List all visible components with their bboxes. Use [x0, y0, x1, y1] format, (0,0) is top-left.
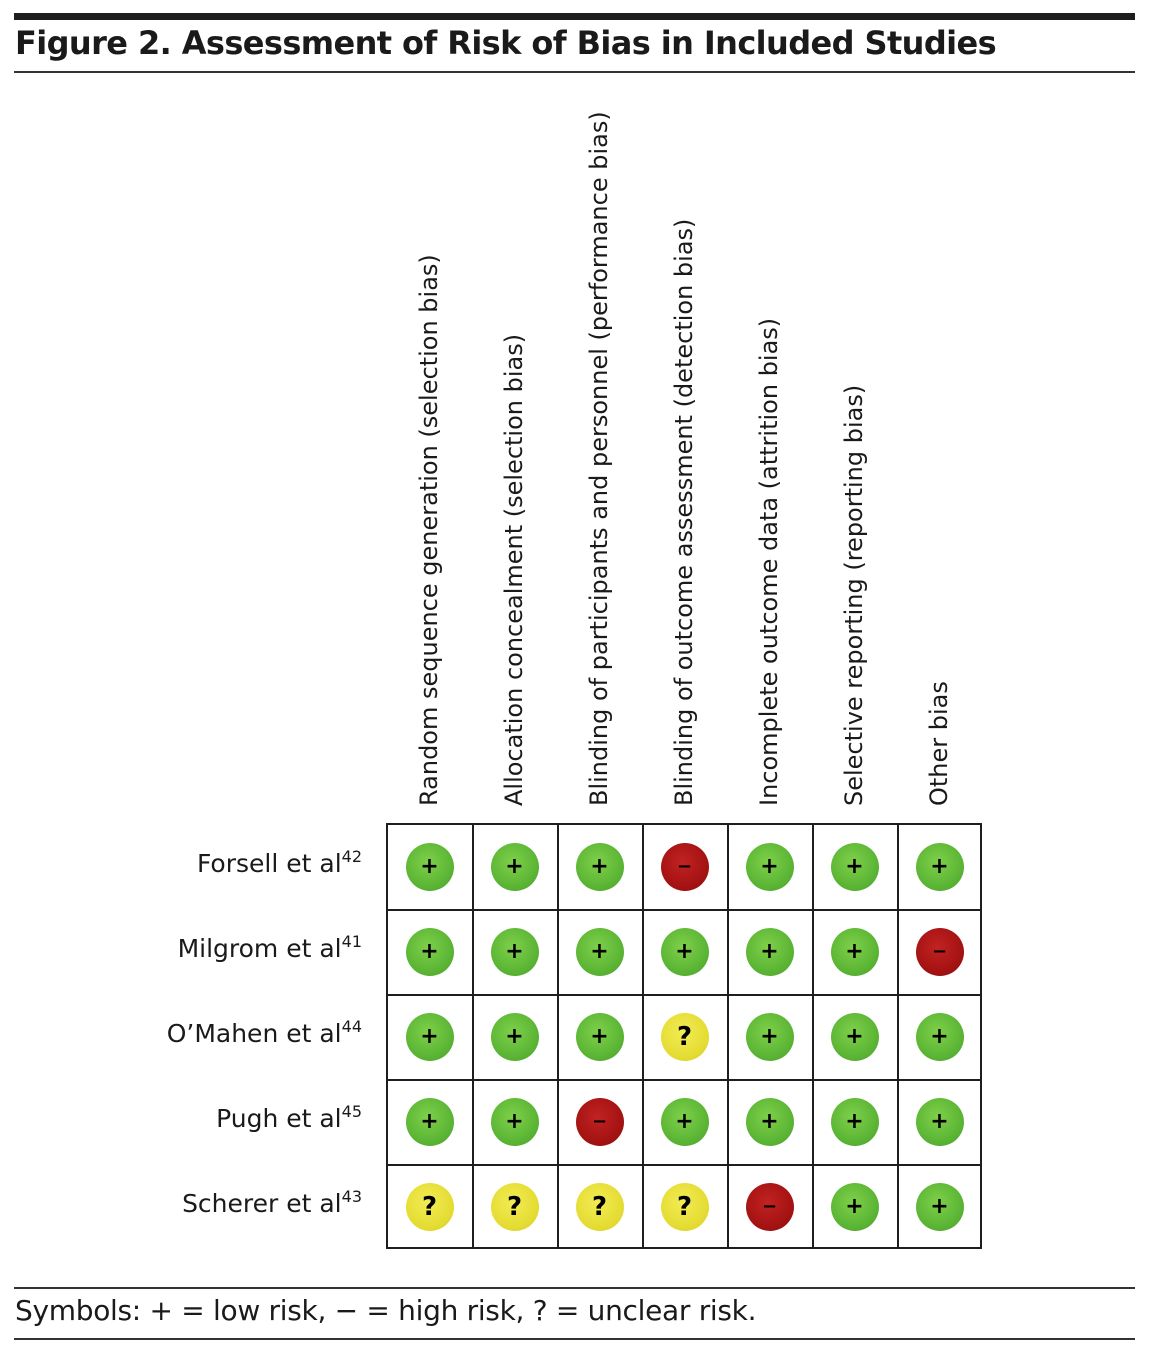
grid-column-divider — [897, 825, 899, 1247]
study-label — [2, 849, 362, 878]
grid-column-divider — [727, 825, 729, 1247]
risk-high-icon: − — [916, 928, 964, 976]
symbols-footnote: Symbols: + = low risk, − = high risk, ? = unclear risk. — [15, 1294, 757, 1327]
risk-low-icon: + — [746, 1098, 794, 1146]
risk-low-icon: + — [916, 1098, 964, 1146]
study-name: Milgrom et al — [177, 934, 342, 963]
risk-low-icon: + — [746, 1013, 794, 1061]
risk-high-icon: − — [576, 1098, 624, 1146]
risk-low-icon: + — [831, 928, 879, 976]
grid-column-divider — [812, 825, 814, 1247]
grid-column-divider — [642, 825, 644, 1247]
risk-low-icon: + — [746, 928, 794, 976]
risk-low-icon: + — [406, 843, 454, 891]
grid-row-divider — [388, 1164, 980, 1166]
risk-low-icon: + — [576, 1013, 624, 1061]
study-reference: 44 — [341, 1017, 362, 1036]
study-label — [2, 1019, 362, 1048]
risk-low-icon: + — [491, 843, 539, 891]
domain-header: Random sequence generation (selection bias) — [414, 254, 443, 806]
study-name: Forsell et al — [196, 849, 342, 878]
risk-low-icon: + — [746, 843, 794, 891]
risk-low-icon: + — [491, 1098, 539, 1146]
risk-low-icon: + — [661, 1098, 709, 1146]
risk-low-icon: + — [831, 843, 879, 891]
risk-unclear-icon: ? — [661, 1183, 709, 1231]
domain-header: Selective reporting (reporting bias) — [839, 384, 868, 806]
risk-low-icon: + — [916, 1013, 964, 1061]
domain-header: Allocation concealment (selection bias) — [499, 333, 528, 806]
study-name: O’Mahen et al — [166, 1019, 342, 1048]
risk-low-icon: + — [576, 928, 624, 976]
risk-unclear-icon: ? — [406, 1183, 454, 1231]
grid-column-divider — [472, 825, 474, 1247]
risk-low-icon: + — [491, 1013, 539, 1061]
study-label — [2, 1104, 362, 1133]
risk-low-icon: + — [576, 843, 624, 891]
risk-low-icon: + — [406, 1013, 454, 1061]
risk-low-icon: + — [661, 928, 709, 976]
grid-row-divider — [388, 1079, 980, 1081]
risk-unclear-icon: ? — [576, 1183, 624, 1231]
figure-title: Figure 2. Assessment of Risk of Bias in Included Studies — [15, 24, 997, 62]
risk-high-icon: − — [746, 1183, 794, 1231]
risk-low-icon: + — [916, 1183, 964, 1231]
risk-low-icon: + — [831, 1098, 879, 1146]
study-reference: 43 — [341, 1187, 362, 1206]
study-reference: 45 — [341, 1102, 362, 1121]
risk-low-icon: + — [491, 928, 539, 976]
study-name: Pugh et al — [216, 1104, 342, 1133]
domain-header: Incomplete outcome data (attrition bias) — [754, 317, 783, 806]
risk-low-icon: + — [916, 843, 964, 891]
domain-header: Blinding of participants and personnel (performance bias) — [584, 111, 613, 806]
domain-header: Other bias — [924, 681, 953, 806]
risk-low-icon: + — [831, 1183, 879, 1231]
title-rule — [14, 71, 1135, 73]
risk-low-icon: + — [831, 1013, 879, 1061]
risk-high-icon: − — [661, 843, 709, 891]
grid-row-divider — [388, 994, 980, 996]
footnote-bottom-rule — [14, 1338, 1135, 1340]
study-reference: 42 — [341, 847, 362, 866]
grid-row-divider — [388, 909, 980, 911]
risk-of-bias-grid — [386, 823, 982, 1249]
domain-header: Blinding of outcome assessment (detection bias) — [669, 218, 698, 806]
top-rule — [14, 13, 1135, 20]
study-label — [2, 934, 362, 963]
risk-low-icon: + — [406, 1098, 454, 1146]
risk-unclear-icon: ? — [491, 1183, 539, 1231]
study-name: Scherer et al — [182, 1189, 342, 1218]
grid-column-divider — [557, 825, 559, 1247]
risk-low-icon: + — [406, 928, 454, 976]
footnote-top-rule — [14, 1287, 1135, 1289]
study-label — [2, 1189, 362, 1218]
risk-unclear-icon: ? — [661, 1013, 709, 1061]
study-reference: 41 — [341, 932, 362, 951]
